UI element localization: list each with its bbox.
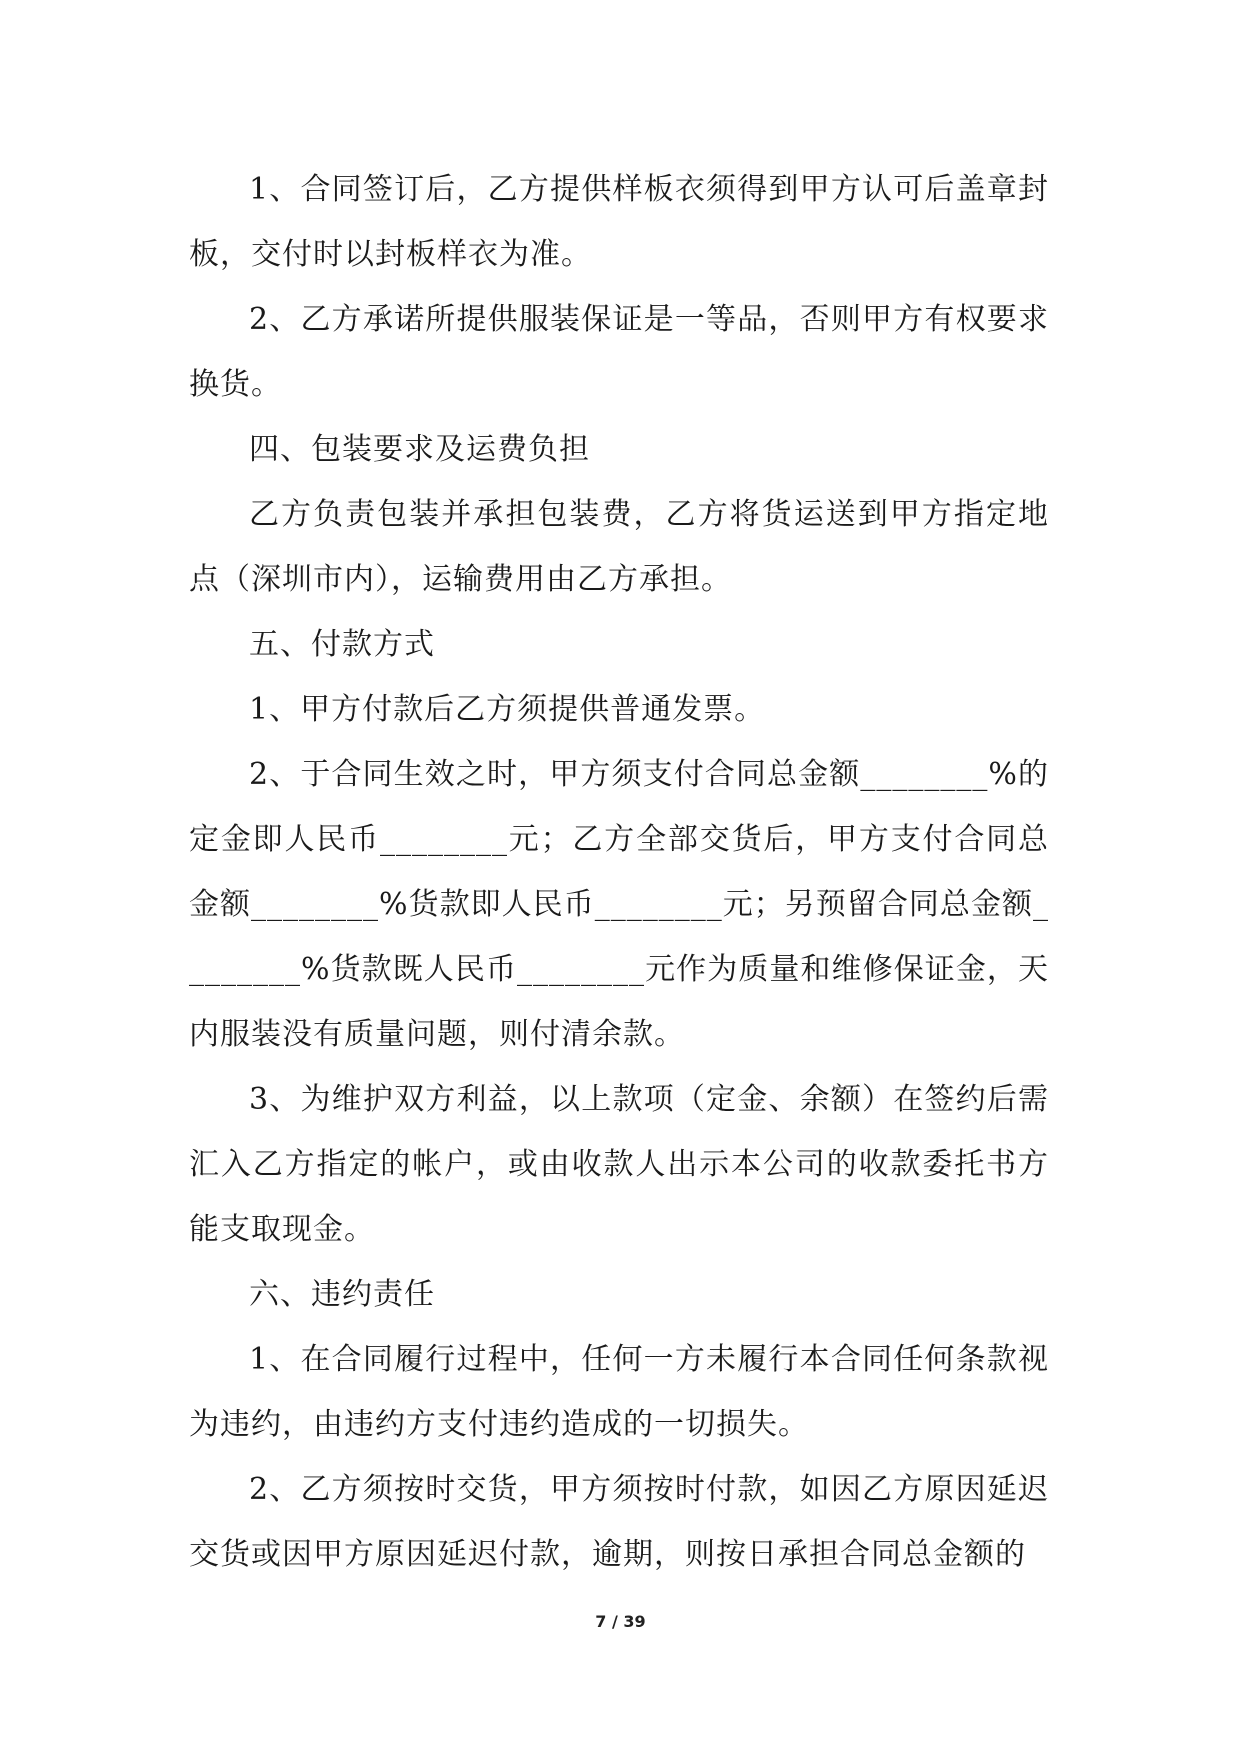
section-heading-liability: 六、违约责任 (249, 1277, 435, 1312)
paragraph-payment-2: 2、于合同生效之时，甲方须支付合同总金额________%的定金即人民币________元；乙方全部交货后，甲方支付合同总金额________%货款即人民币________元；另预留合同总金额________%货款既人民币________元作为质量和维修保证金，天内服装没有质量问题，则付清余款。 (189, 757, 1049, 1052)
document-body (189, 157, 1049, 1587)
page-number: 7 / 39 (595, 1612, 646, 1631)
paragraph-clause-1: 1、合同签订后，乙方提供样板衣须得到甲方认可后盖章封板，交付时以封板样衣为准。 (189, 172, 1049, 272)
section-heading-packaging: 四、包装要求及运费负担 (249, 432, 590, 467)
section-heading-payment: 五、付款方式 (249, 627, 435, 662)
paragraph-payment-1: 1、甲方付款后乙方须提供普通发票。 (249, 692, 766, 727)
paragraph-liability-2: 2、乙方须按时交货，甲方须按时付款，如因乙方原因延迟交货或因甲方原因延迟付款，逾期，则按日承担合同总金额的 (189, 1472, 1049, 1572)
paragraph-liability-1: 1、在合同履行过程中，任何一方未履行本合同任何条款视为违约，由违约方支付违约造成的一切损失。 (189, 1342, 1049, 1442)
paragraph-payment-3: 3、为维护双方利益，以上款项（定金、余额）在签约后需汇入乙方指定的帐户，或由收款人出示本公司的收款委托书方能支取现金。 (189, 1082, 1049, 1247)
paragraph-clause-2: 2、乙方承诺所提供服装保证是一等品，否则甲方有权要求换货。 (189, 302, 1049, 402)
paragraph-packaging: 乙方负责包装并承担包装费，乙方将货运送到甲方指定地点（深圳市内），运输费用由乙方承担。 (189, 497, 1049, 597)
